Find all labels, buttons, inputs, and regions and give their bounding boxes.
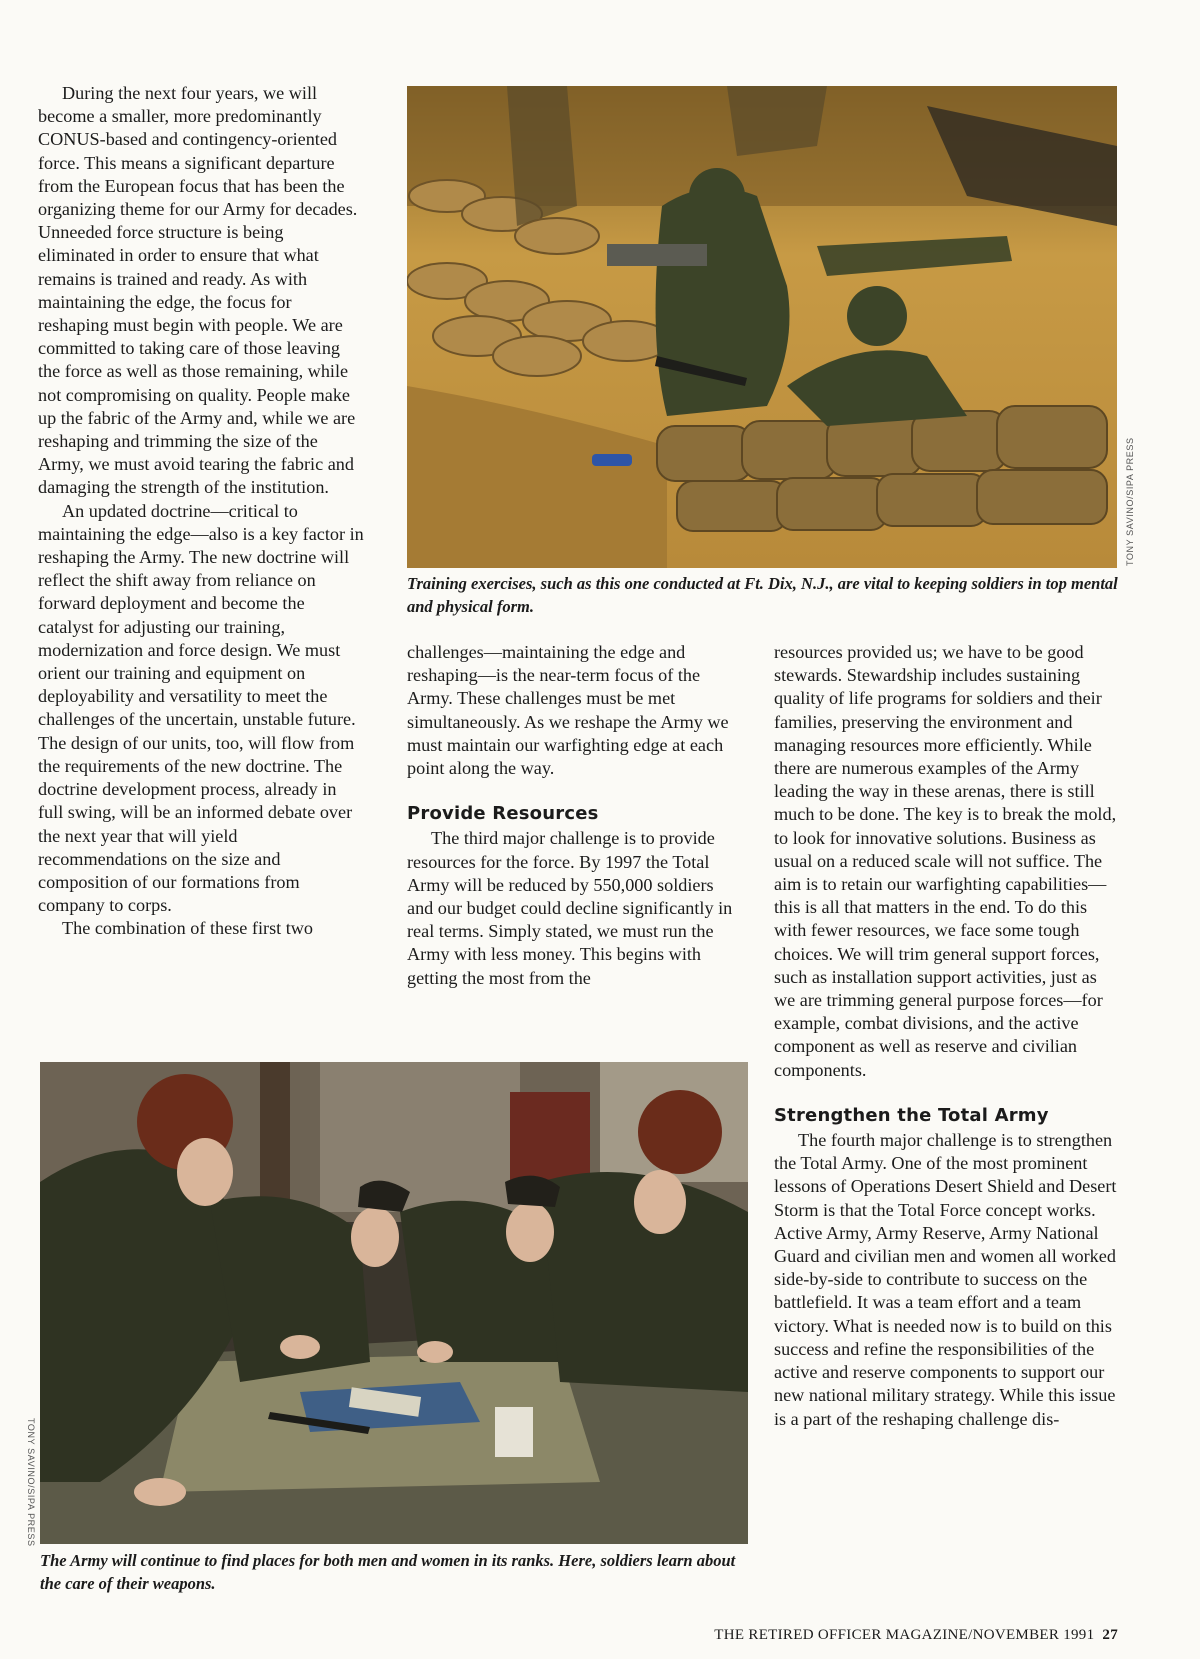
section-heading: Provide Resources (407, 803, 599, 825)
publication-name: THE RETIRED OFFICER MAGAZINE/NOVEMBER 1991 (714, 1627, 1095, 1643)
page-footer (714, 1627, 1118, 1644)
photo-training-exercise (407, 86, 1117, 568)
paragraph: The fourth major challenge is to strengthen the Total Army. One of the most prominent lessons of Operations Desert Shield and Desert Storm is that the Total Force concept works. Active Army, Army Reserve, Army National Guard and civilian men and women all worked side-by-side to contribute to success on the battlefield. It was a team effort and a team victory. What is needed now is to build on this success and refine the responsibilities of the active and reserve components to support our new national military strategy. While this issue is a part of the reshaping challenge dis- (774, 1130, 1117, 1429)
text-column-1 (38, 82, 364, 941)
photo-caption: The Army will continue to find places for both men and women in its ranks. Here, soldiers learn about the care of their weapons. (40, 1551, 736, 1593)
text-column-2 (407, 641, 737, 990)
text-column-3 (774, 641, 1119, 1431)
paragraph: The combination of these first two (62, 918, 314, 939)
page-number: 27 (1102, 1627, 1118, 1643)
photo-credit: TONY SAVINO/SIPA PRESS (26, 1418, 36, 1547)
training-photo-image (407, 86, 1117, 568)
paragraph: During the next four years, we will become a smaller, more predominantly CONUS-based and contingency-oriented force. This means a significant departure from the European focus that has been the organizing theme for our Army for decades. Unneeded force structure is being eliminated in order to ensure that what remains is trained and ready. As with maintaining the edge, the focus for reshaping must begin with people. We are committed to taking care of those leaving the force as well as those remaining, while not compromising on quality. People make up the fabric of the Army and, while we are reshaping and trimming the size of the Army, we must avoid tearing the fabric and damaging the strength of the institution. (38, 83, 358, 498)
photo-caption: Training exercises, such as this one conducted at Ft. Dix, N.J., are vital to keeping soldiers in top mental and physical form. (407, 574, 1118, 616)
paragraph: The third major challenge is to provide resources for the force. By 1997 the Total Army will be reduced by 550,000 soldiers and our budget could decline significantly in real terms. Simply stated, we must run the Army with less money. This begins with getting the most from the (407, 828, 733, 988)
paragraph: challenges—maintaining the edge and reshaping—is the near-term focus of the Army. These challenges must be met simultaneously. As we reshape the Army we must maintain our warfighting edge at each point along the way. (407, 642, 729, 779)
photo-credit: TONY SAVINO/SIPA PRESS (1125, 437, 1135, 566)
section-heading: Strengthen the Total Army (774, 1104, 1049, 1126)
paragraph: resources provided us; we have to be good stewards. Stewardship includes sustaining quality of life programs for soldiers and their families, preserving the environment and managing resources more efficiently. While there are numerous examples of the Army leading the way in these arenas, there is still much to be done. The key is to break the mold, to look for innovative solutions. Business as usual on a reduced scale will not suffice. The aim is to retain our warfighting capabilities—this is all that matters in the end. To do this with fewer resources, we face some tough choices. We will trim general support forces, such as installation support activities, just as we are trimming general purpose forces—for example, combat divisions, and the active component as well as reserve and civilian components. (774, 642, 1117, 1080)
weapons-care-photo-image (40, 1062, 748, 1544)
photo-weapons-care (40, 1062, 748, 1544)
paragraph: An updated doctrine—critical to maintaining the edge—also is a key factor in reshaping the Army. The new doctrine will reflect the shift away from reliance on forward deployment and become the catalyst for adjusting our training, modernization and force design. We must orient our training and equipment on deployability and versatility to meet the challenges of the uncertain, unstable future. The design of our units, too, will flow from the requirements of the new doctrine. The doctrine development process, already in full swing, will be an informed debate over the next year that will yield recommendations on the size and composition of our formations from company to corps. (38, 500, 364, 916)
